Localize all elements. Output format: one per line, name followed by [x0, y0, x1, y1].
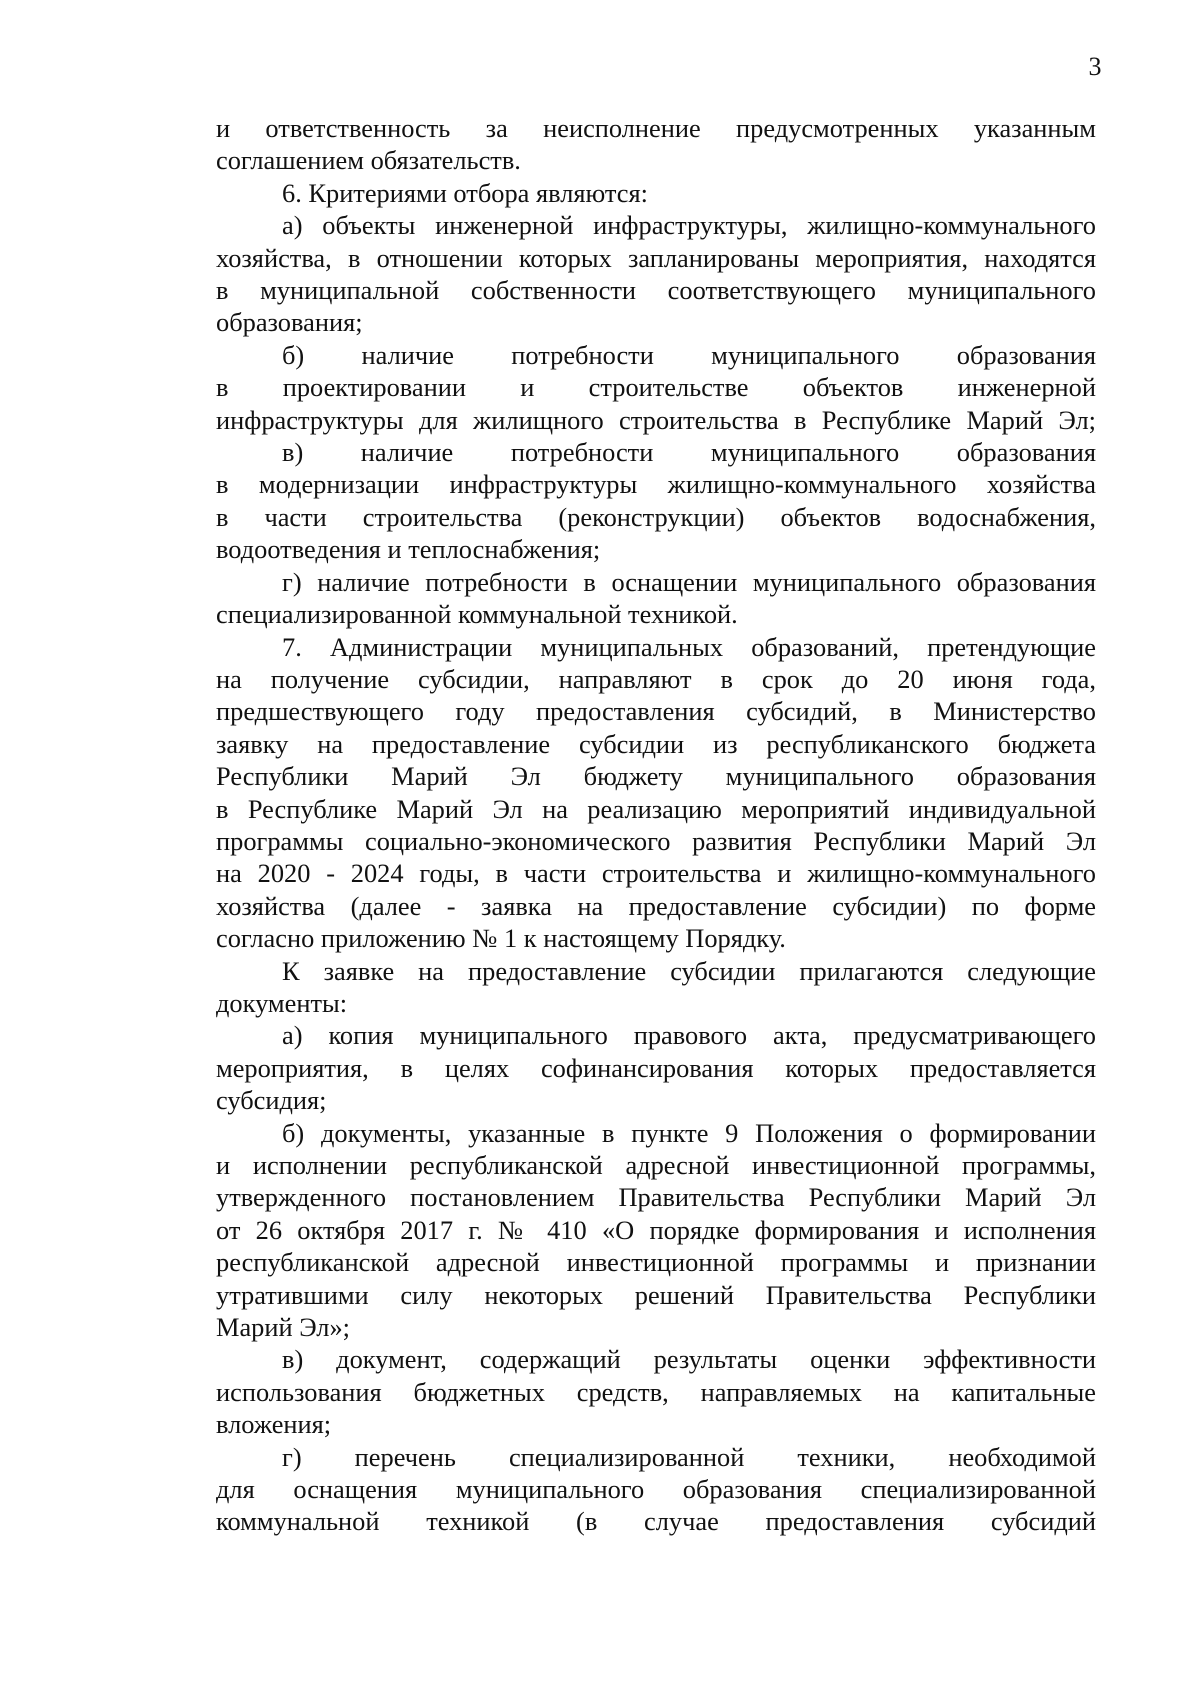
paragraph-p7 [216, 955, 1096, 1020]
text-line: 6. Критериями отбора являются: [282, 177, 648, 208]
text-line: на 2020 - 2024 годы, в части строительства и жилищно-коммунального [216, 858, 1096, 889]
text-line: в модернизации инфраструктуры жилищно-коммунального хозяйства [216, 469, 1096, 500]
text-line: документы: [216, 987, 348, 1018]
text-line: заявку на предоставление субсидии из республиканского бюджета [216, 728, 1096, 759]
text-line: б) наличие потребности муниципального образования [282, 339, 1096, 370]
paragraph-p9 [216, 1117, 1096, 1344]
text-line: образования; [216, 307, 363, 338]
text-line: для оснащения муниципального образования специализированной [216, 1474, 1096, 1505]
text-line: программы социально-экономического развития Республики Марий Эл [216, 825, 1096, 856]
text-line: хозяйства (далее - заявка на предоставление субсидии) по форме [216, 890, 1096, 921]
text-line: б) документы, указанные в пункте 9 Положения о формировании [282, 1117, 1096, 1148]
text-line: в части строительства (реконструкции) объектов водоснабжения, [216, 501, 1096, 532]
text-line: 7. Администрации муниципальных образований, претендующие [282, 631, 1096, 662]
text-line: а) объекты инженерной инфраструктуры, жилищно-коммунального [282, 210, 1096, 241]
paragraph-p3 [216, 339, 1096, 436]
text-line: и ответственность за неисполнение предусмотренных указанным [216, 113, 1096, 143]
text-line: в Республике Марий Эл на реализацию мероприятий индивидуальной [216, 793, 1096, 824]
text-line: г) наличие потребности в оснащении муниципального образования [282, 566, 1096, 597]
paragraph-p10 [216, 1343, 1096, 1440]
text-line: и исполнении республиканской адресной инвестиционной программы, [216, 1150, 1096, 1180]
text-line: от 26 октября 2017 г. № 410 «О порядке формирования и исполнения [216, 1214, 1096, 1245]
paragraph-p11 [216, 1441, 1096, 1538]
text-line: инфраструктуры для жилищного строительства в Республике Марий Эл; [216, 404, 1096, 435]
text-line: утратившими силу некоторых решений Правительства Республики [216, 1279, 1096, 1310]
paragraph-p2 [216, 209, 1096, 339]
text-line: а) копия муниципального правового акта, предусматривающего [282, 1020, 1096, 1051]
text-line: хозяйства, в отношении которых запланированы мероприятия, находятся [216, 242, 1096, 273]
text-line: в) наличие потребности муниципального образования [282, 437, 1096, 468]
text-line: коммунальной техникой (в случае предоставления субсидий [216, 1506, 1096, 1537]
text-line: К заявке на предоставление субсидии прилагаются следующие [282, 955, 1096, 986]
text-line: использования бюджетных средств, направляемых на капитальные [216, 1376, 1096, 1407]
page-number: 3 [1088, 52, 1102, 81]
text-line: соглашением обязательств. [216, 145, 521, 176]
paragraph-p6 [216, 631, 1096, 955]
text-line: в проектировании и строительстве объектов инженерной [216, 372, 1096, 403]
paragraph-p0 [216, 112, 1096, 177]
text-line: в) документ, содержащий результаты оценки эффективности [282, 1344, 1096, 1375]
document-body [216, 112, 1096, 1538]
text-line: согласно приложению № 1 к настоящему Порядку. [216, 923, 786, 954]
text-line: вложения; [216, 1409, 332, 1440]
paragraph-p1 [216, 177, 1096, 209]
text-line: г) перечень специализированной техники, необходимой [282, 1441, 1096, 1472]
text-line: субсидия; [216, 1085, 327, 1116]
text-line: республиканской адресной инвестиционной программы и признании [216, 1247, 1096, 1278]
text-line: Республики Марий Эл бюджету муниципального образования [216, 761, 1096, 792]
paragraph-p8 [216, 1019, 1096, 1116]
text-line: предшествующего году предоставления субсидий, в Министерство [216, 696, 1096, 727]
text-line: мероприятия, в целях софинансирования которых предоставляется [216, 1052, 1096, 1083]
paragraph-p4 [216, 436, 1096, 566]
text-line: Марий Эл»; [216, 1312, 350, 1343]
text-line: водоотведения и теплоснабжения; [216, 534, 601, 565]
text-line: специализированной коммунальной техникой. [216, 599, 738, 630]
text-line: утвержденного постановлением Правительства Республики Марий Эл [216, 1182, 1096, 1213]
paragraph-p5 [216, 566, 1096, 631]
text-line: на получение субсидии, направляют в срок до 20 июня года, [216, 663, 1096, 694]
text-line: в муниципальной собственности соответствующего муниципального [216, 275, 1096, 306]
